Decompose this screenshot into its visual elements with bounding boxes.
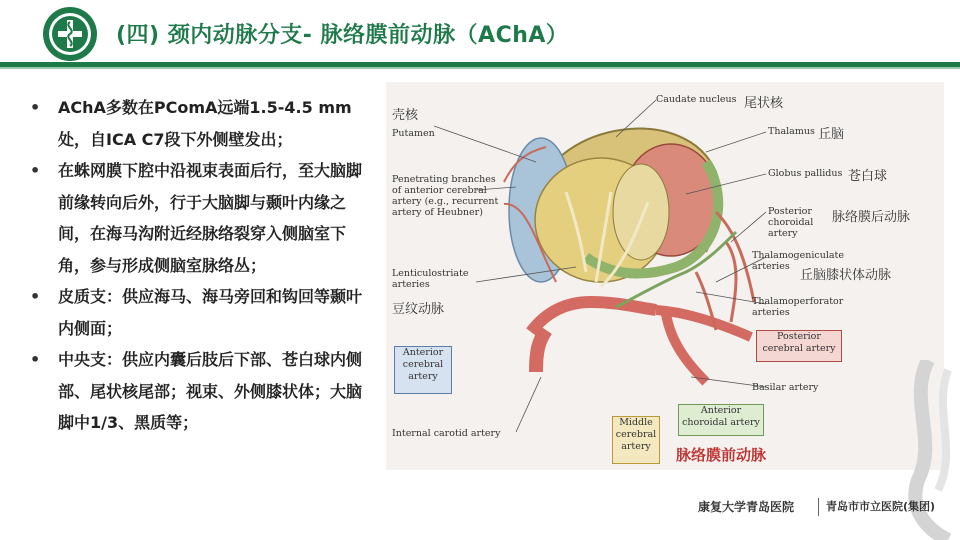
label-globus: Globus pallidus bbox=[768, 168, 843, 179]
title-divider-light bbox=[0, 67, 960, 69]
label-penetrating: Penetrating branches of anterior cerebral artery (e.g., recurrent artery of Heubner) bbox=[392, 174, 499, 218]
footer-hospital: 青岛市市立医院(集团) bbox=[826, 500, 936, 513]
bullet-item: • 在蛛网膜下腔中沿视束表面后行，至大脑脚前缘转向后外，行于大脑脚与颞叶内缘之间，在海马沟附近经脉络裂穿入侧脑室下角，参与形成侧脑室脉络丛； bbox=[28, 155, 368, 281]
hospital-emblem-icon bbox=[42, 6, 98, 62]
footer bbox=[698, 496, 938, 518]
label-posterior-choroidal: Posterior choroidal artery bbox=[768, 206, 814, 239]
label-caudate-zh: 尾状核 bbox=[744, 96, 784, 111]
bullet-item: • 中央支：供应内囊后肢后下部、苍白球内侧部、尾状核尾部；视束、外侧膝状体；大脑脚中1/3、黑质等； bbox=[28, 344, 368, 439]
label-internal-carotid: Internal carotid artery bbox=[392, 428, 501, 439]
label-putamen-zh: 壳核 bbox=[392, 108, 419, 123]
label-caudate: Caudate nucleus bbox=[656, 94, 737, 105]
label-thalamogeniculate: Thalamogeniculate arteries bbox=[752, 250, 844, 272]
footer-university: 康复大学青岛医院 bbox=[698, 500, 795, 514]
label-acha-zh: 脉络膜前动脉 bbox=[676, 446, 767, 464]
box-middle-cerebral: Middle cerebral artery bbox=[612, 416, 660, 464]
box-anterior-cerebral: Anterior cerebral artery bbox=[394, 346, 452, 394]
label-basilar: Basilar artery bbox=[752, 382, 819, 393]
label-lenticulostriate: Lenticulostriate arteries bbox=[392, 268, 469, 290]
label-thalamogeniculate-zh: 丘脑膝状体动脉 bbox=[800, 268, 892, 283]
label-thalamoperforator: Thalamoperforator arteries bbox=[752, 296, 844, 318]
box-posterior-cerebral: Posterior cerebral artery bbox=[756, 330, 842, 362]
label-posterior-choroidal-zh: 脉络膜后动脉 bbox=[832, 210, 911, 225]
header bbox=[0, 0, 960, 62]
box-anterior-choroidal: Anterior choroidal artery bbox=[678, 404, 764, 436]
bullet-item: • AChA多数在PComA远端1.5-4.5 mm 处，自ICA C7段下外侧壁发出； bbox=[28, 92, 368, 155]
page-title: (四) 颈内动脉分支- 脉络膜前动脉（AChA） bbox=[116, 23, 569, 48]
footer-separator bbox=[818, 498, 819, 516]
label-lenticulostriate-zh: 豆纹动脉 bbox=[392, 302, 445, 317]
anatomy-figure bbox=[386, 82, 944, 470]
label-globus-zh: 苍白球 bbox=[848, 169, 888, 184]
label-putamen: Putamen bbox=[392, 128, 435, 139]
bullet-list bbox=[28, 92, 368, 439]
bullet-item: • 皮质支：供应海马、海马旁回和钩回等颞叶内侧面； bbox=[28, 281, 368, 344]
label-thalamus-zh: 丘脑 bbox=[818, 127, 845, 142]
label-thalamus: Thalamus bbox=[768, 126, 815, 137]
